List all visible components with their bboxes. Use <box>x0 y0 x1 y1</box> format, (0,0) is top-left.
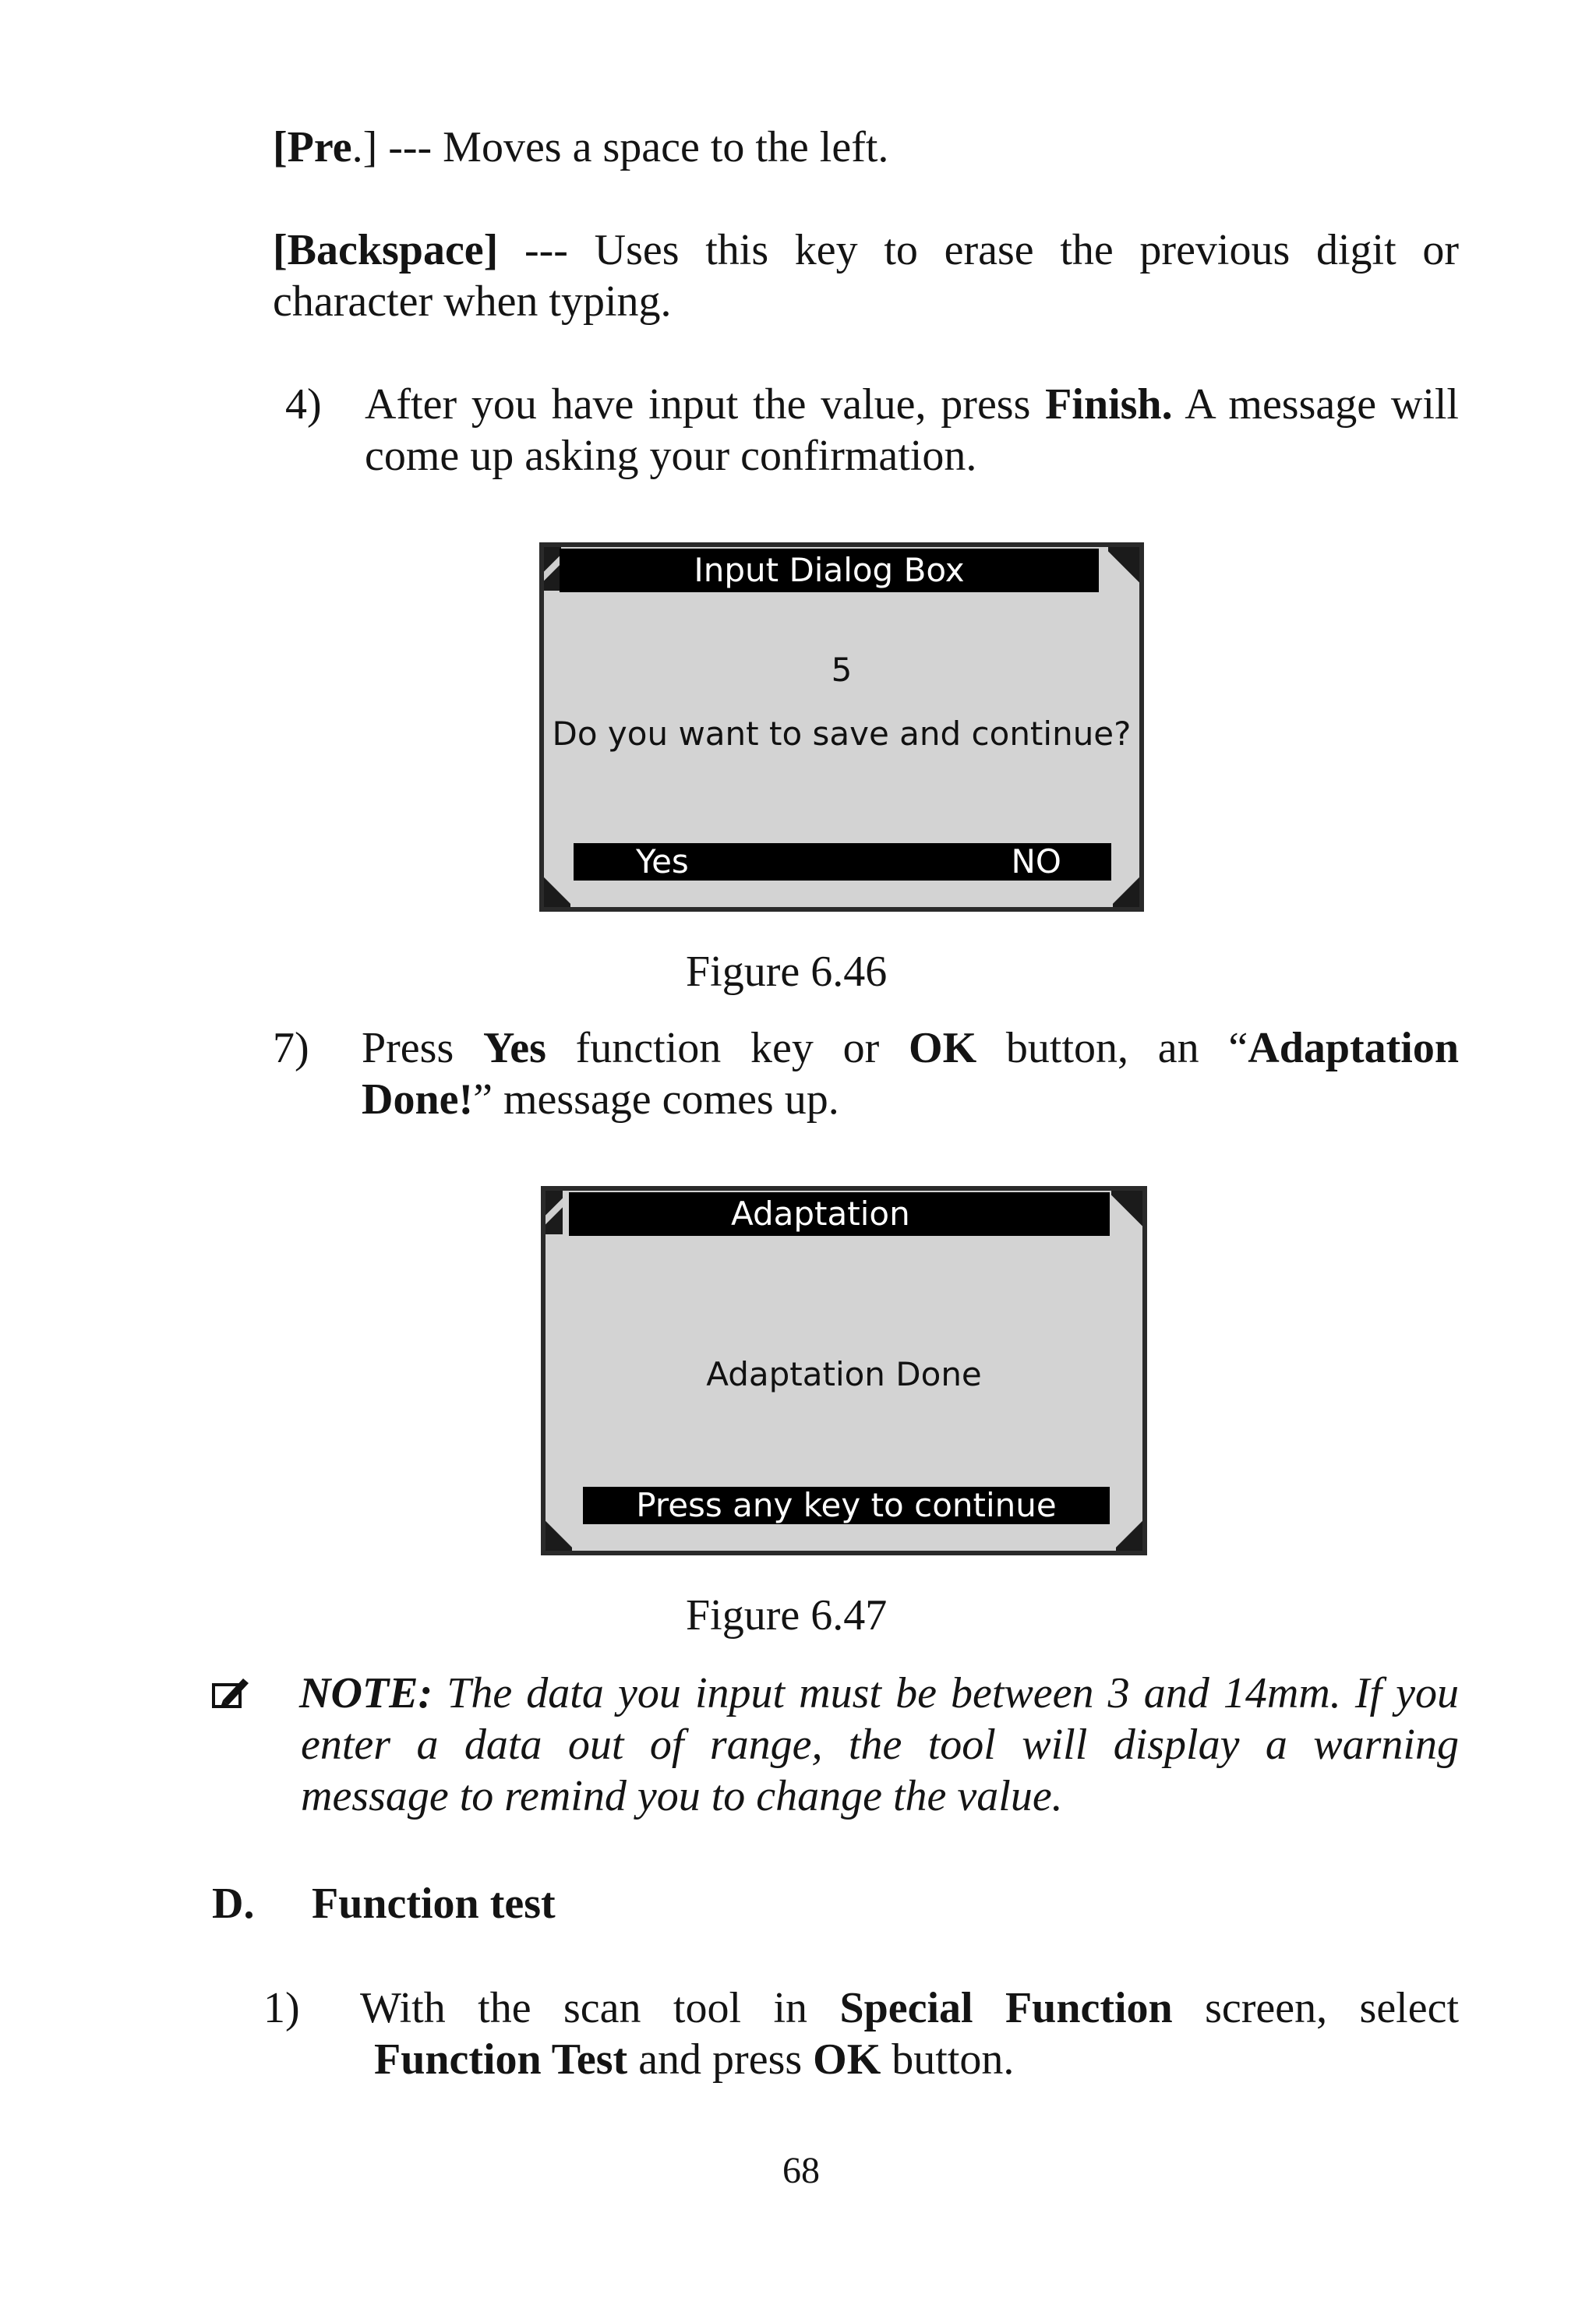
adaptation-screen <box>541 1186 1147 1555</box>
yes-no-bar <box>574 843 1111 881</box>
adaptation-message: Adaptation Done <box>706 1355 982 1393</box>
step-7-line1: Press Yes function key or OK button, an “Adaptation <box>362 1024 1460 1072</box>
step-4-line1: After you have input the value, press Finish. A message will <box>365 380 1459 429</box>
screen-corner-decoration <box>544 547 561 591</box>
screen-corner-decoration <box>1116 1512 1142 1551</box>
step-4-number: 4) <box>285 380 322 429</box>
input-value: 5 <box>831 651 853 689</box>
step-1-number: 1) <box>263 1984 300 2032</box>
section-title: Function test <box>312 1880 556 1928</box>
finish-label: Finish. <box>1045 380 1173 429</box>
yes-button[interactable]: Yes <box>636 842 689 881</box>
backspace-key-text: --- Uses this key to erase the previous digit or <box>498 226 1459 274</box>
screen-title-bar: Input Dialog Box <box>560 549 1099 592</box>
continue-bar[interactable]: Press any key to continue <box>583 1487 1110 1524</box>
screen-corner-decoration <box>546 1191 563 1234</box>
note-line3: message to remind you to change the value. <box>301 1772 1063 1820</box>
pre-key-label: [Pre <box>273 123 352 171</box>
screen-corner-decoration <box>1108 547 1139 594</box>
backspace-key-description-line2: character when typing. <box>273 277 672 326</box>
step-1-line2: Function Test and press OK button. <box>374 2035 1015 2084</box>
figure-caption: Figure 6.46 <box>686 948 888 996</box>
page-number: 68 <box>782 2150 820 2191</box>
screen-corner-decoration <box>1111 1191 1142 1237</box>
backspace-key-description-line1 <box>273 224 1459 276</box>
section-letter: D. <box>212 1880 255 1928</box>
screen-corner-decoration <box>546 1512 572 1551</box>
note-line1: NOTE: The data you input must be between 3 and 14mm. If you <box>299 1669 1459 1717</box>
screen-corner-decoration <box>544 868 570 907</box>
step-4-line2: come up asking your confirmation. <box>365 432 977 480</box>
backspace-key-label: [Backspace] <box>273 226 499 274</box>
no-button[interactable]: NO <box>1011 842 1061 881</box>
step-7-number: 7) <box>273 1024 309 1072</box>
step-7-line2: Done!” message comes up. <box>362 1075 839 1124</box>
step-1-line1: With the scan tool in Special Function screen, select <box>360 1984 1460 2032</box>
note-line2: enter a data out of range, the tool will display a warning <box>301 1721 1459 1769</box>
screen-corner-decoration <box>1113 868 1139 907</box>
save-prompt: Do you want to save and continue? <box>552 715 1132 753</box>
screen-title-bar: Adaptation <box>569 1192 1110 1236</box>
pre-key-text: .] --- Moves a space to the left. <box>351 123 889 171</box>
input-dialog-screen <box>539 542 1144 912</box>
figure-caption: Figure 6.47 <box>686 1591 888 1640</box>
pencil-note-icon <box>212 1675 251 1710</box>
note-label: NOTE: <box>299 1669 433 1717</box>
pre-key-description <box>273 122 1457 173</box>
